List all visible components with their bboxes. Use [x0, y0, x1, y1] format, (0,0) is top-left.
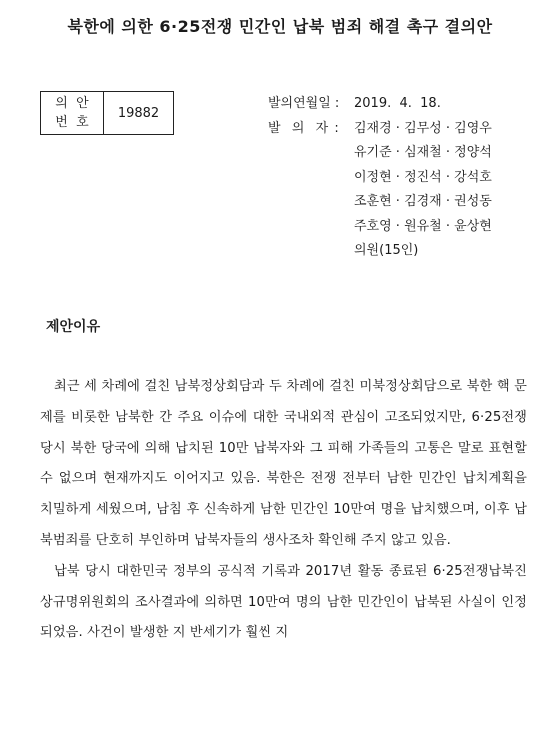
document-title: 북한에 의한 6·25전쟁 민간인 납북 범죄 해결 촉구 결의안	[67, 17, 493, 36]
date-row	[268, 92, 554, 117]
bill-number-label	[41, 92, 104, 134]
proposer-line: 조훈현 · 김경재 · 권성동	[354, 194, 492, 209]
bill-meta	[268, 92, 554, 264]
proposer-line: 유기준 · 심재철 · 정양석	[354, 145, 492, 160]
bill-label-line2: 번 호	[55, 115, 89, 130]
proposer-label: 발 의 자 :	[268, 120, 340, 136]
date-value: 2019. 4. 18.	[354, 96, 441, 111]
section-heading: 제안이유	[46, 319, 101, 335]
paragraph: 최근 세 차례에 걸친 남북정상회담과 두 차례에 걸친 미북정상회담으로 북한 핵 문제를 비롯한 남북한 간 주요 이슈에 대한 국내외적 관심이 고조되었지만, 6·25전쟁 당시 북한 당국에 의해 납치된 10만 납북자와 그 피해 가족들의 고통은 말로 표현할 수 없으며 현재까지도 이어지고 있음. 북한은 전쟁 전부터 남한 민간인 납치계획을 치밀하게 세웠으며, 남침 후 신속하게 남한 민간인 10만여 명을 납치했으며, 이후 납북범죄를 단호히 부인하며 납북자들의 생사조차 확인해 주지 않고 있음.	[40, 379, 527, 548]
proposer-line: 주호영 · 원유철 · 윤상현	[354, 218, 492, 234]
body-text	[40, 372, 527, 649]
proposer-line: 이정현 · 정진석 · 강석호	[354, 169, 492, 185]
bill-label-line1: 의 안	[55, 96, 89, 111]
proposer-line: 김재경 · 김무성 · 김영우	[354, 120, 492, 136]
date-label: 발의연월일 :	[268, 96, 340, 111]
proposer-line: 의원(15인)	[354, 243, 419, 258]
bill-number-value: 19882	[117, 105, 160, 121]
proposer-row	[268, 117, 554, 264]
proposer-list	[354, 117, 554, 264]
bill-number-box	[40, 91, 174, 135]
paragraph: 납북 당시 대한민국 정부의 공식적 기록과 2017년 활동 종료된 6·25전쟁납북진상규명위원회의 조사결과에 의하면 10만여 명의 남한 민간인이 납북된 사실이 인정되었음. 사건이 발생한 지 반세기가 훨씬 지	[40, 563, 527, 641]
